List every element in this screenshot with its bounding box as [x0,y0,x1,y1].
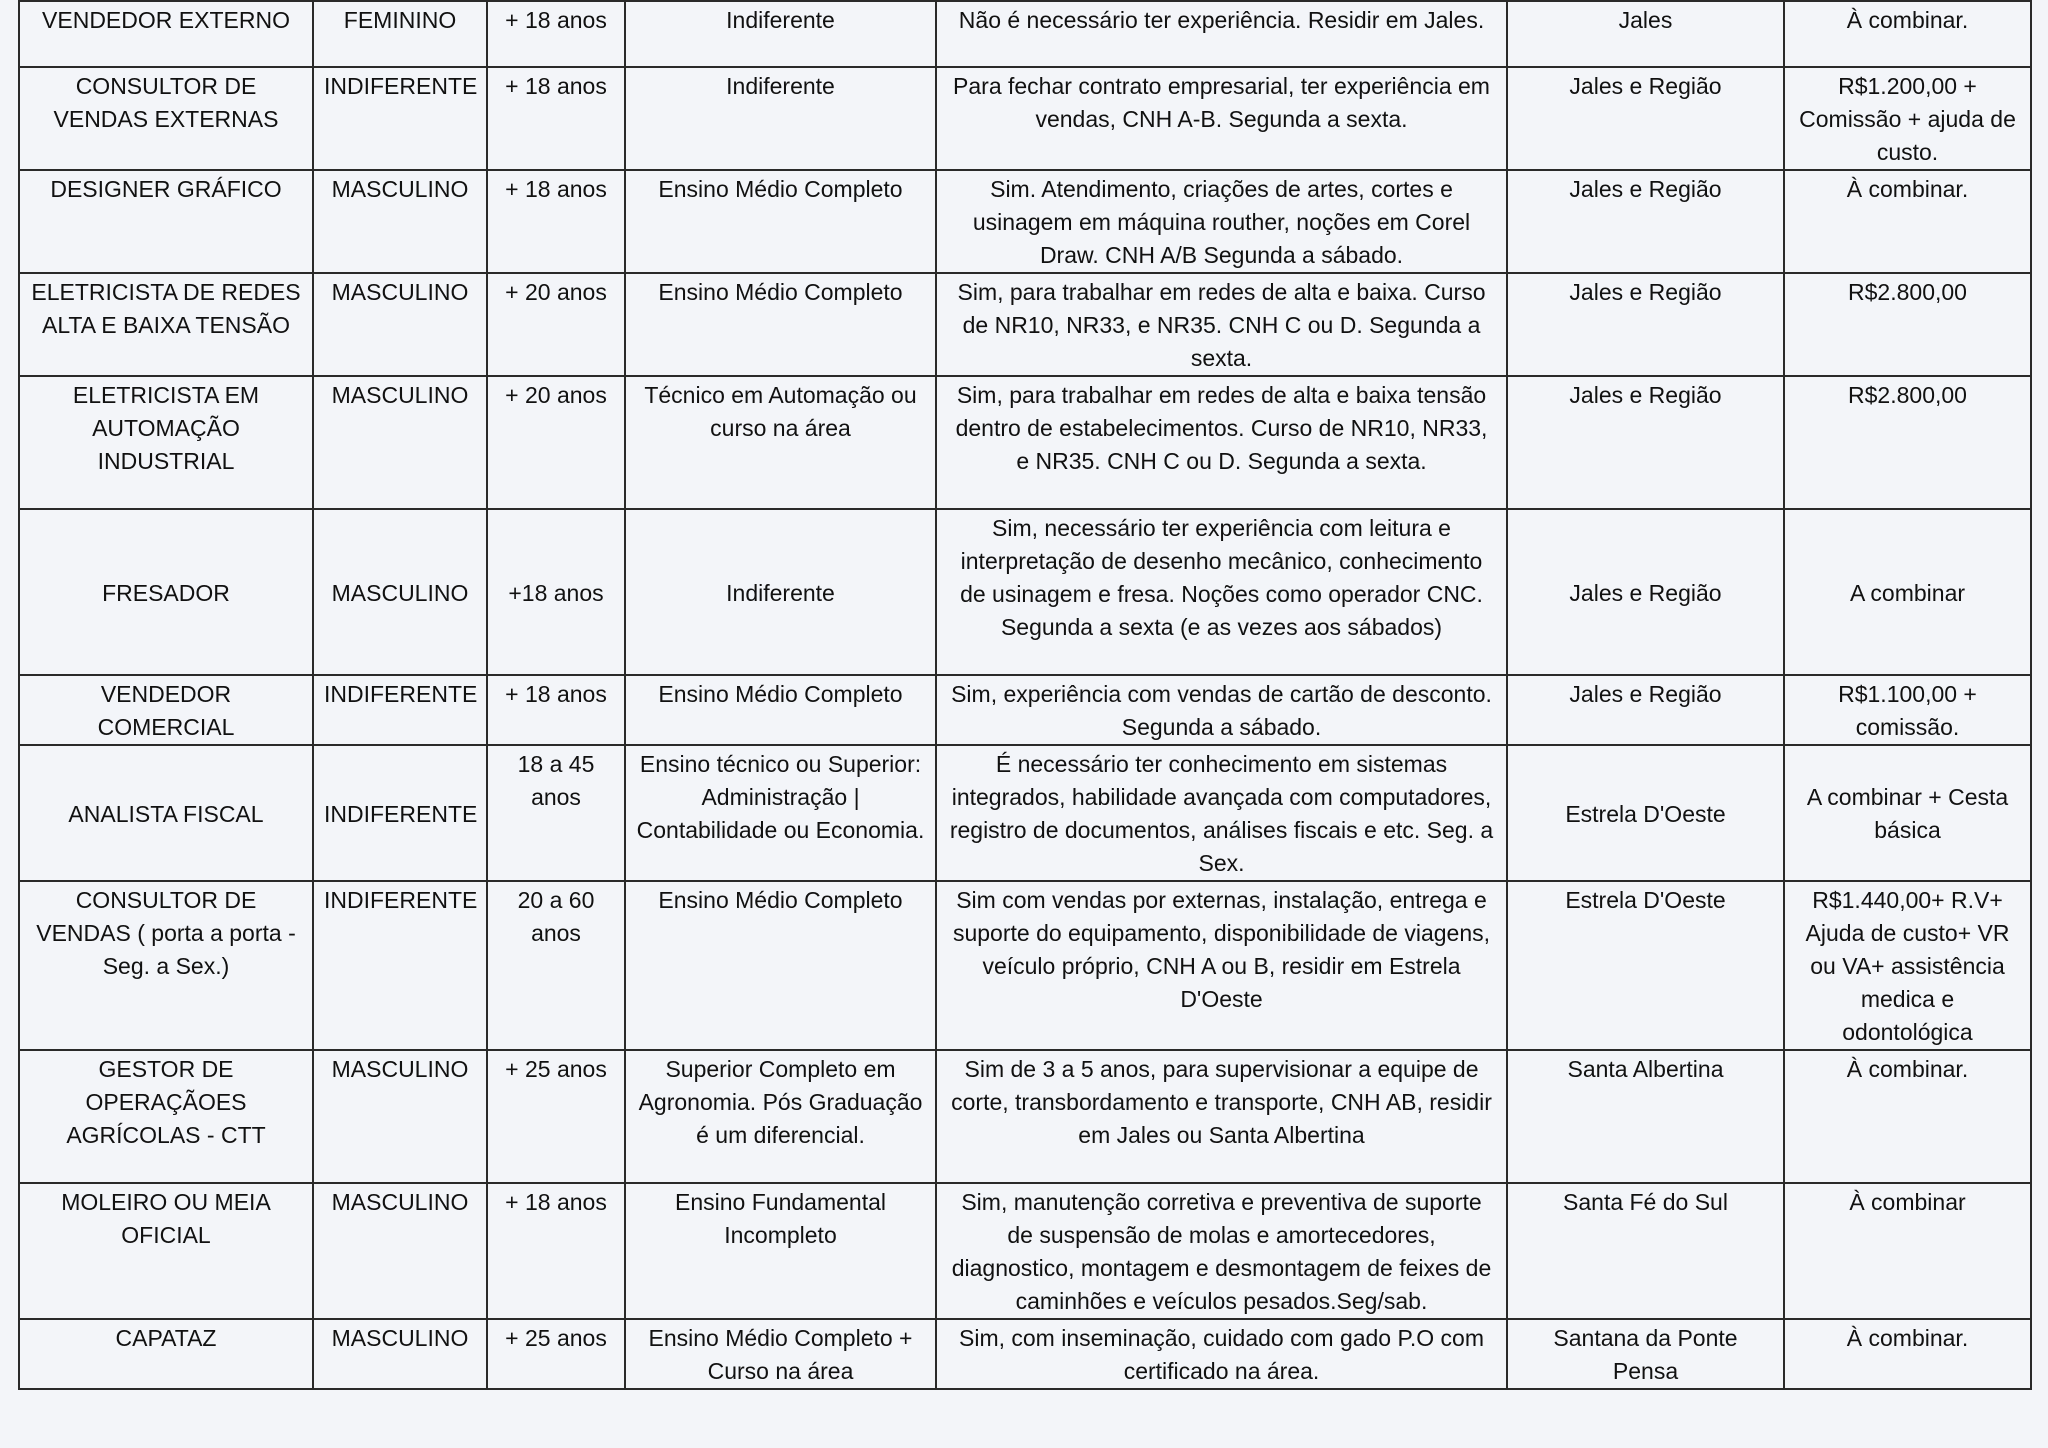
requirements-cell: Sim, manutenção corretiva e preventiva de suporte de suspensão de molas e amortecedores, diagnostico, montagem e desmontagem de feixes de caminhões e veículos pesados.Seg/sab. [936,1183,1507,1319]
gender-cell: MASCULINO [313,1183,487,1319]
salary-cell: R$1.100,00 + comissão. [1784,675,2031,745]
gender-cell: MASCULINO [313,170,487,273]
salary-cell: R$2.800,00 [1784,273,2031,376]
requirements-cell: Sim, para trabalhar em redes de alta e baixa tensão dentro de estabelecimentos. Curso de NR10, NR33, e NR35. CNH C ou D. Segunda a sexta. [936,376,1507,509]
job-title-cell: VENDEDOR EXTERNO [19,1,313,67]
salary-cell: A combinar + Cesta básica [1784,745,2031,881]
salary-cell: À combinar. [1784,170,2031,273]
education-cell: Ensino Médio Completo + Curso na área [625,1319,936,1389]
education-cell: Ensino técnico ou Superior: Administração | Contabilidade ou Economia. [625,745,936,881]
salary-cell: R$1.200,00 + Comissão + ajuda de custo. [1784,67,2031,170]
requirements-cell: Não é necessário ter experiência. Residir em Jales. [936,1,1507,67]
table-row [19,1,2031,67]
job-title-cell: ELETRICISTA DE REDES ALTA E BAIXA TENSÃO [19,273,313,376]
location-cell: Santa Fé do Sul [1507,1183,1784,1319]
job-title-cell: MOLEIRO OU MEIA OFICIAL [19,1183,313,1319]
location-cell: Jales e Região [1507,509,1784,675]
gender-cell: MASCULINO [313,509,487,675]
age-cell: + 18 anos [487,1183,625,1319]
gender-cell: INDIFERENTE [313,745,487,881]
requirements-cell: Sim, necessário ter experiência com leitura e interpretação de desenho mecânico, conhecimento de usinagem e fresa. Noções como operador CNC. Segunda a sexta (e as vezes aos sábados) [936,509,1507,675]
salary-cell: R$2.800,00 [1784,376,2031,509]
age-cell: + 25 anos [487,1050,625,1183]
gender-cell: FEMININO [313,1,487,67]
age-cell: + 25 anos [487,1319,625,1389]
location-cell: Estrela D'Oeste [1507,881,1784,1050]
location-cell: Jales e Região [1507,376,1784,509]
table-row [19,67,2031,170]
education-cell: Indiferente [625,509,936,675]
table-row [19,376,2031,509]
age-cell: + 18 anos [487,675,625,745]
age-cell: + 18 anos [487,1,625,67]
location-cell: Jales e Região [1507,170,1784,273]
job-vacancies-table [18,0,2032,1390]
education-cell: Técnico em Automação ou curso na área [625,376,936,509]
age-cell: + 20 anos [487,376,625,509]
job-title-cell: ANALISTA FISCAL [19,745,313,881]
job-title-cell: VENDEDOR COMERCIAL [19,675,313,745]
age-cell: + 20 anos [487,273,625,376]
salary-cell: À combinar. [1784,1319,2031,1389]
requirements-cell: Sim com vendas por externas, instalação, entrega e suporte do equipamento, disponibilidade de viagens, veículo próprio, CNH A ou B, residir em Estrela D'Oeste [936,881,1507,1050]
education-cell: Indiferente [625,1,936,67]
requirements-cell: Para fechar contrato empresarial, ter experiência em vendas, CNH A-B. Segunda a sexta. [936,67,1507,170]
gender-cell: MASCULINO [313,1319,487,1389]
education-cell: Superior Completo em Agronomia. Pós Graduação é um diferencial. [625,1050,936,1183]
requirements-cell: É necessário ter conhecimento em sistemas integrados, habilidade avançada com computadores, registro de documentos, análises fiscais e etc. Seg. a Sex. [936,745,1507,881]
age-cell: 20 a 60 anos [487,881,625,1050]
job-title-cell: ELETRICISTA EM AUTOMAÇÃO INDUSTRIAL [19,376,313,509]
education-cell: Ensino Fundamental Incompleto [625,1183,936,1319]
education-cell: Ensino Médio Completo [625,881,936,1050]
gender-cell: INDIFERENTE [313,881,487,1050]
location-cell: Jales e Região [1507,273,1784,376]
age-cell: + 18 anos [487,170,625,273]
gender-cell: INDIFERENTE [313,67,487,170]
table-row [19,1183,2031,1319]
age-cell: +18 anos [487,509,625,675]
education-cell: Ensino Médio Completo [625,273,936,376]
table-row [19,1050,2031,1183]
job-title-cell: CONSULTOR DE VENDAS EXTERNAS [19,67,313,170]
table-row [19,675,2031,745]
salary-cell: R$1.440,00+ R.V+ Ajuda de custo+ VR ou VA+ assistência medica e odontológica [1784,881,2031,1050]
gender-cell: MASCULINO [313,273,487,376]
location-cell: Santa Albertina [1507,1050,1784,1183]
location-cell: Jales e Região [1507,675,1784,745]
job-title-cell: CAPATAZ [19,1319,313,1389]
requirements-cell: Sim. Atendimento, criações de artes, cortes e usinagem em máquina routher, noções em Corel Draw. CNH A/B Segunda a sábado. [936,170,1507,273]
education-cell: Ensino Médio Completo [625,675,936,745]
salary-cell: À combinar. [1784,1,2031,67]
requirements-cell: Sim de 3 a 5 anos, para supervisionar a equipe de corte, transbordamento e transporte, CNH AB, residir em Jales ou Santa Albertina [936,1050,1507,1183]
salary-cell: À combinar [1784,1183,2031,1319]
job-title-cell: DESIGNER GRÁFICO [19,170,313,273]
location-cell: Jales e Região [1507,67,1784,170]
job-title-cell: CONSULTOR DE VENDAS ( porta a porta - Seg. a Sex.) [19,881,313,1050]
gender-cell: MASCULINO [313,376,487,509]
salary-cell: À combinar. [1784,1050,2031,1183]
table-row [19,745,2031,881]
table-row [19,170,2031,273]
gender-cell: MASCULINO [313,1050,487,1183]
table-row [19,1319,2031,1389]
location-cell: Jales [1507,1,1784,67]
table-row [19,273,2031,376]
location-cell: Estrela D'Oeste [1507,745,1784,881]
table-row [19,509,2031,675]
gender-cell: INDIFERENTE [313,675,487,745]
job-title-cell: FRESADOR [19,509,313,675]
requirements-cell: Sim, experiência com vendas de cartão de desconto. Segunda a sábado. [936,675,1507,745]
requirements-cell: Sim, para trabalhar em redes de alta e baixa. Curso de NR10, NR33, e NR35. CNH C ou D. Segunda a sexta. [936,273,1507,376]
education-cell: Ensino Médio Completo [625,170,936,273]
location-cell: Santana da Ponte Pensa [1507,1319,1784,1389]
age-cell: 18 a 45 anos [487,745,625,881]
salary-cell: A combinar [1784,509,2031,675]
education-cell: Indiferente [625,67,936,170]
requirements-cell: Sim, com inseminação, cuidado com gado P.O com certificado na área. [936,1319,1507,1389]
table-row [19,881,2031,1050]
age-cell: + 18 anos [487,67,625,170]
job-title-cell: GESTOR DE OPERAÇÃOES AGRÍCOLAS - CTT [19,1050,313,1183]
